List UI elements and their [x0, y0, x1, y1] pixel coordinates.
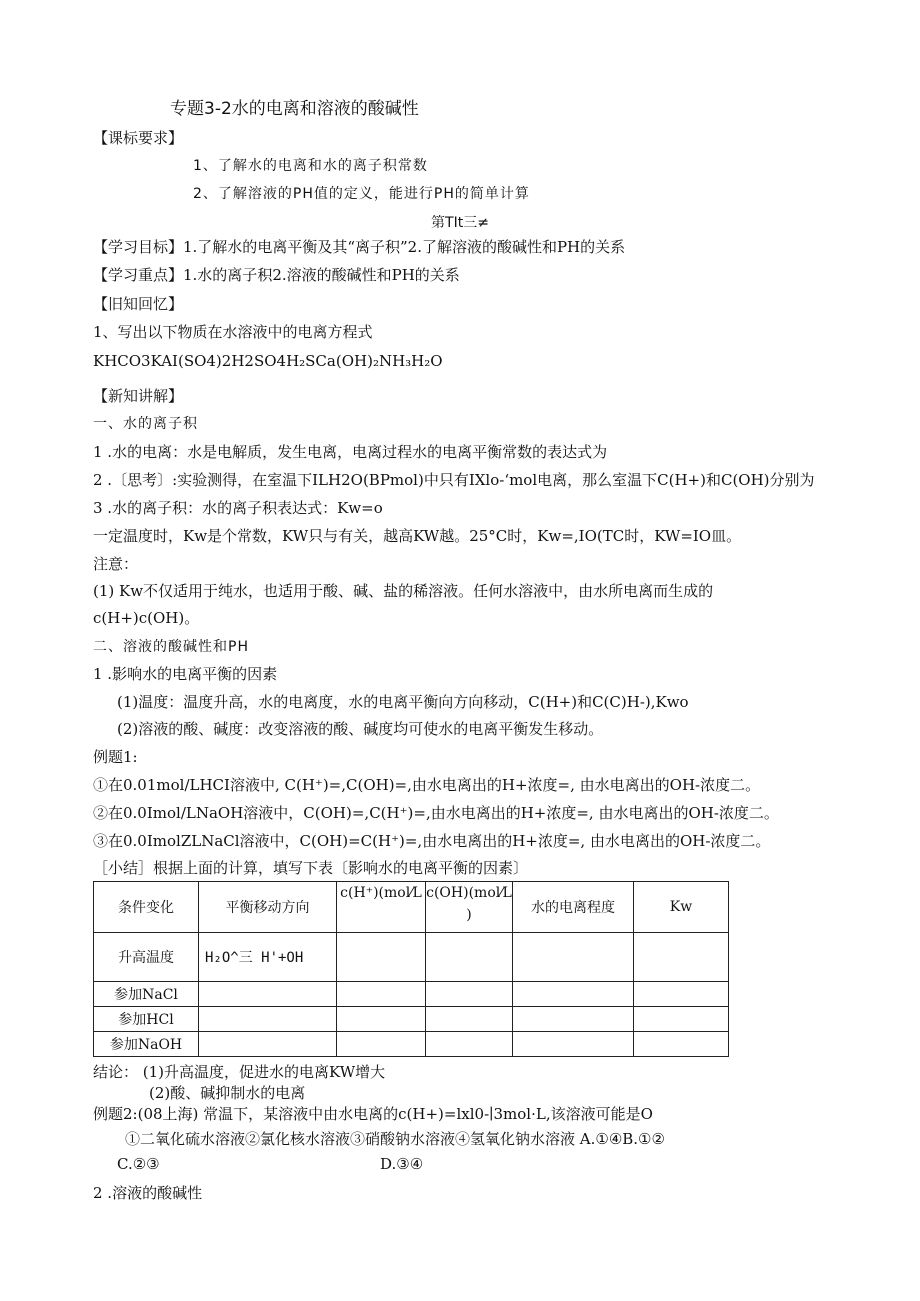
- learning-objectives: 【学习目标】1.了解水的电离平衡及其“离子积”2.了解溶液的酸碱性和PH的关系: [93, 238, 626, 256]
- note-1: (1) Kw不仅适用于纯水，也适用于酸、碱、盐的稀溶液。任何水溶液中，由水所电离而生成的: [93, 582, 714, 600]
- review-heading: 【旧知回忆】: [93, 295, 184, 313]
- cell-oh-conc: [426, 1007, 513, 1032]
- cell-direction: H₂O^三 H'+OH: [199, 933, 337, 982]
- cell-oh-conc: [426, 1032, 513, 1057]
- header-oh-conc-paren: ): [466, 907, 472, 923]
- cell-condition: 参加HCl: [94, 1007, 199, 1032]
- note-label: 注意：: [93, 555, 139, 573]
- cell-h-conc: [337, 1007, 426, 1032]
- part1-title: 一、水的离子积: [93, 416, 198, 432]
- paragraph-2: 2 .〔思考〕:实验测得，在室温下ILH2O(BPmol)中只有IXlo-‘mol电离，那么室温下C(H+)和C(OH)分别为: [93, 471, 815, 489]
- example2-options: ①二氧化硫水溶液②氯化核水溶液③硝酸钠水溶液④氢氧化钠水溶液 A.①④B.①②: [125, 1130, 665, 1148]
- cell-oh-conc: [426, 933, 513, 982]
- header-ionization-degree: 水的电离程度: [513, 882, 634, 933]
- example2-option-c: C.②③: [117, 1155, 160, 1173]
- cell-oh-conc: [426, 982, 513, 1007]
- cell-h-conc: [337, 982, 426, 1007]
- cell-direction: [199, 1032, 337, 1057]
- paragraph-1: 1 .水的电离：水是电解质，发生电离，电离过程水的电离平衡常数的表达式为: [93, 443, 608, 461]
- note-1-continued: c(H+)c(OH)。: [93, 609, 200, 627]
- header-kw: Kw: [634, 882, 729, 933]
- header-oh-conc: [426, 882, 513, 933]
- paragraph-4: 一定温度时，Kw是个常数，KW只与有关，越高KW越。25°C时，Kw=,IO(TC时，KW=IO皿。: [93, 527, 742, 545]
- header-h-conc: c(H⁺)(mol⁄L: [337, 882, 426, 933]
- table-row: [94, 1007, 729, 1032]
- example2-option-d: D.③④: [380, 1155, 424, 1173]
- paragraph-3: 3 .水的离子积：水的离子积表达式：Kw=o: [93, 499, 383, 517]
- example1-c: ③在0.0ImolZLNaCl溶液中，C(OH)=C(H⁺)=,由水电离出的H+浓度=, 由水电离出的OH-浓度二。: [93, 832, 771, 850]
- review-formulas: KHCO3KAI(SO4)2H2SO4H₂SCa(OH)₂NH₃H₂O: [93, 352, 443, 370]
- acidity-section: 2 .溶液的酸碱性: [93, 1184, 203, 1202]
- cell-kw: [634, 982, 729, 1007]
- curriculum-item-1: 1、了解水的电离和水的离子积常数: [193, 158, 428, 174]
- table-row: [94, 1032, 729, 1057]
- learning-focus: 【学习重点】1.水的离子积2.溶液的酸碱性和PH的关系: [93, 266, 460, 284]
- curriculum-heading: 【课标要求】: [93, 129, 184, 147]
- part2-title: 二、溶液的酸碱性和PH: [93, 639, 249, 655]
- page-title: 专题3-2水的电离和溶液的酸碱性: [170, 99, 419, 119]
- table-row: [94, 982, 729, 1007]
- new-knowledge-heading: 【新知讲解】: [93, 387, 184, 405]
- cell-h-conc: [337, 933, 426, 982]
- example1-b: ②在0.0Imol/LNaOH溶液中，C(OH)=,C(H⁺)=,由水电离出的H+浓度=, 由水电离出的OH-浓度二。: [93, 804, 779, 822]
- cell-ionization-degree: [513, 933, 634, 982]
- conclusion-1: 结论： (1)升高温度，促进水的电离KW增大: [93, 1063, 386, 1081]
- cell-direction: [199, 1007, 337, 1032]
- cell-kw: [634, 1032, 729, 1057]
- review-question: 1、写出以下物质在水溶液中的电离方程式: [93, 323, 373, 341]
- header-oh-conc-text: c(OH)(mol⁄L: [426, 885, 512, 901]
- summary-heading: ［小结］根据上面的计算，填写下表〔影响水的电离平衡的因素〕: [93, 859, 529, 877]
- factors-title: 1 .影响水的电离平衡的因素: [93, 665, 278, 683]
- cell-kw: [634, 1007, 729, 1032]
- header-condition: 条件变化: [94, 882, 199, 933]
- example1-label: 例题1:: [93, 748, 138, 766]
- cell-ionization-degree: [513, 1032, 634, 1057]
- conclusion-2: (2)酸、碱抑制水的电离: [149, 1084, 306, 1102]
- cell-condition: 参加NaOH: [94, 1032, 199, 1057]
- cell-kw: [634, 933, 729, 982]
- factors-table: [93, 881, 729, 1057]
- cell-ionization-degree: [513, 982, 634, 1007]
- table-header-row: [94, 882, 729, 933]
- example2-stem: 例题2:(08上海) 常温下，某溶液中由水电离的c(H+)=lxl0-∣3mol·L,该溶液可能是O: [93, 1105, 653, 1123]
- table-row: [94, 933, 729, 982]
- header-direction: 平衡移动方向: [199, 882, 337, 933]
- factor-2: (2)溶液的酸、碱度：改变溶液的酸、碱度均可使水的电离平衡发生移动。: [117, 720, 604, 738]
- cell-h-conc: [337, 1032, 426, 1057]
- cell-condition: 参加NaCl: [94, 982, 199, 1007]
- cell-direction: [199, 982, 337, 1007]
- factor-1: (1)温度：温度升高，水的电离度，水的电离平衡向方向移动，C(H+)和C(C)H-),Kwo: [117, 693, 689, 711]
- example1-a: ①在0.01mol/LHCI溶液中, C(H⁺)=,C(OH)=,由水电离出的H+浓度=, 由水电离出的OH-浓度二。: [93, 776, 761, 794]
- curriculum-item-2: 2、了解溶液的PH值的定义，能进行PH的简单计算: [193, 186, 530, 202]
- cell-condition: 升高温度: [94, 933, 199, 982]
- section-mark: 第TIt三≠: [431, 215, 489, 231]
- cell-ionization-degree: [513, 1007, 634, 1032]
